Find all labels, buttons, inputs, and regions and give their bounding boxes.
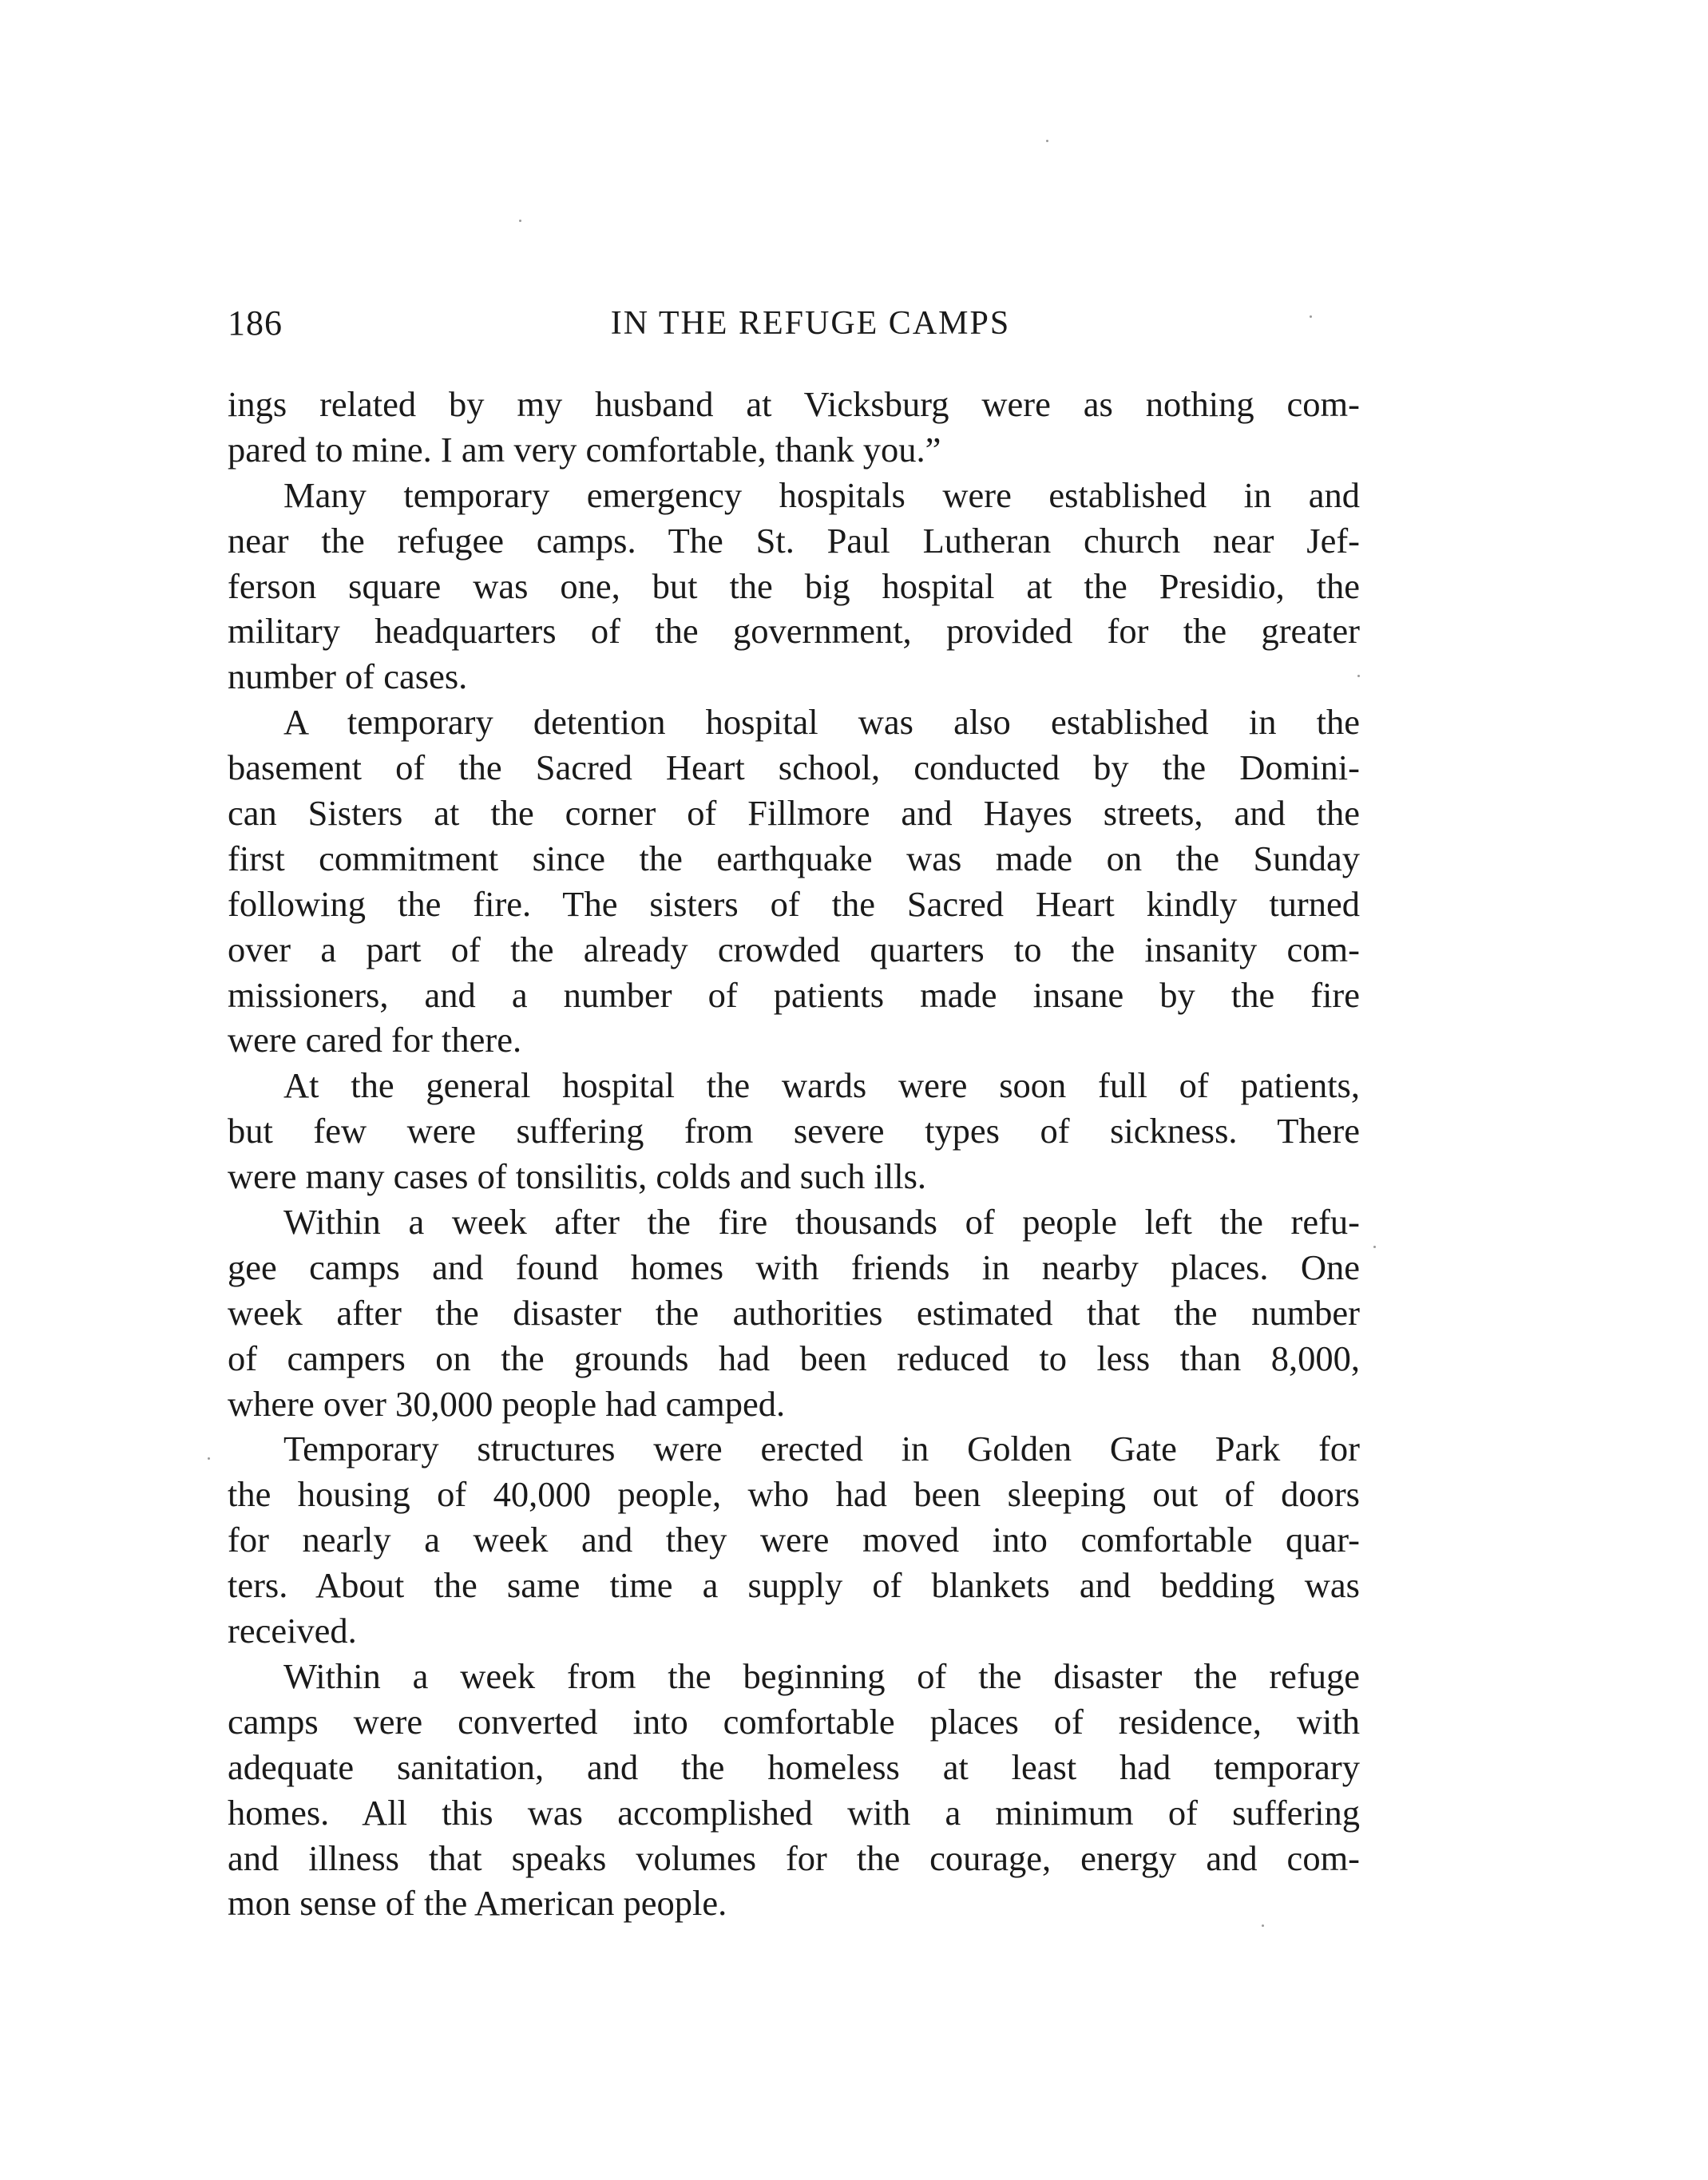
text-line: homes. All this was accomplished with a minimum of suffering [228, 1792, 1360, 1833]
paragraph [228, 700, 1360, 1063]
text-line: where over 30,000 people had camped. [228, 1383, 786, 1424]
paragraph [228, 1654, 1360, 1926]
text-line: A temporary detention hospital was also established in the [283, 702, 1360, 743]
paragraph [228, 1063, 1360, 1199]
scan-speck [1262, 1924, 1264, 1927]
paragraph [228, 473, 1360, 700]
text-line: were cared for there. [228, 1020, 522, 1060]
text-line: following the fire. The sisters of the Sacred Heart kindly turned [228, 883, 1360, 924]
text-line: near the refugee camps. The St. Paul Lutheran church near Jef- [228, 520, 1360, 561]
text-line: first commitment since the earthquake was made on the Sunday [228, 838, 1360, 878]
text-line: Many temporary emergency hospitals were established in and [283, 474, 1360, 515]
paragraph [228, 1426, 1360, 1653]
text-line: pared to mine. I am very comfortable, thank you.” [228, 429, 941, 470]
text-line: and illness that speaks volumes for the courage, energy and com- [228, 1837, 1360, 1878]
text-line: the housing of 40,000 people, who had been sleeping out of doors [228, 1474, 1360, 1515]
scan-speck [519, 220, 521, 222]
text-line: but few were suffering from severe types of sickness. There [228, 1111, 1360, 1151]
page-number: 186 [228, 303, 283, 343]
text-line: Within a week from the beginning of the disaster the refuge [283, 1655, 1360, 1696]
text-line: adequate sanitation, and the homeless at least had temporary [228, 1746, 1360, 1787]
text-line: Temporary structures were erected in Golden Gate Park for [283, 1429, 1360, 1469]
text-line: Within a week after the fire thousands of people left the refu- [283, 1202, 1360, 1243]
text-line: for nearly a week and they were moved into comfortable quar- [228, 1520, 1360, 1560]
body-text [228, 382, 1360, 1926]
text-line: number of cases. [228, 656, 468, 697]
text-line: were many cases of tonsilitis, colds and such ills. [228, 1156, 927, 1197]
scan-speck [208, 1457, 210, 1460]
text-line: mon sense of the American people. [228, 1883, 727, 1924]
paragraph [228, 1199, 1360, 1426]
scan-speck [1373, 1246, 1376, 1248]
text-line: military headquarters of the government, provided for the greater [228, 611, 1360, 652]
text-line: ings related by my husband at Vicksburg were as nothing com- [228, 384, 1360, 424]
text-line: over a part of the already crowded quarters to the insanity com- [228, 929, 1360, 969]
text-line: ferson square was one, but the big hospital at the Presidio, the [228, 565, 1360, 606]
running-title: IN THE REFUGE CAMPS [610, 305, 1011, 342]
text-line: missioners, and a number of patients made insane by the fire [228, 974, 1360, 1015]
text-line: camps were converted into comfortable places of residence, with [228, 1701, 1360, 1742]
text-line: gee camps and found homes with friends in nearby places. One [228, 1247, 1360, 1287]
text-line: ters. About the same time a supply of blankets and bedding was [228, 1565, 1360, 1606]
running-head [228, 299, 1361, 347]
paragraph [228, 382, 1360, 473]
text-line: week after the disaster the authorities estimated that the number [228, 1292, 1360, 1333]
text-line: basement of the Sacred Heart school, conducted by the Domini- [228, 747, 1360, 788]
scan-speck [1357, 675, 1360, 677]
text-line: At the general hospital the wards were soon full of patients, [283, 1065, 1360, 1106]
text-line: of campers on the grounds had been reduced to less than 8,000, [228, 1338, 1360, 1378]
text-line: received. [228, 1611, 357, 1651]
scan-speck [1310, 315, 1312, 318]
scan-speck [1046, 140, 1048, 142]
text-line: can Sisters at the corner of Fillmore and Hayes streets, and the [228, 793, 1360, 834]
